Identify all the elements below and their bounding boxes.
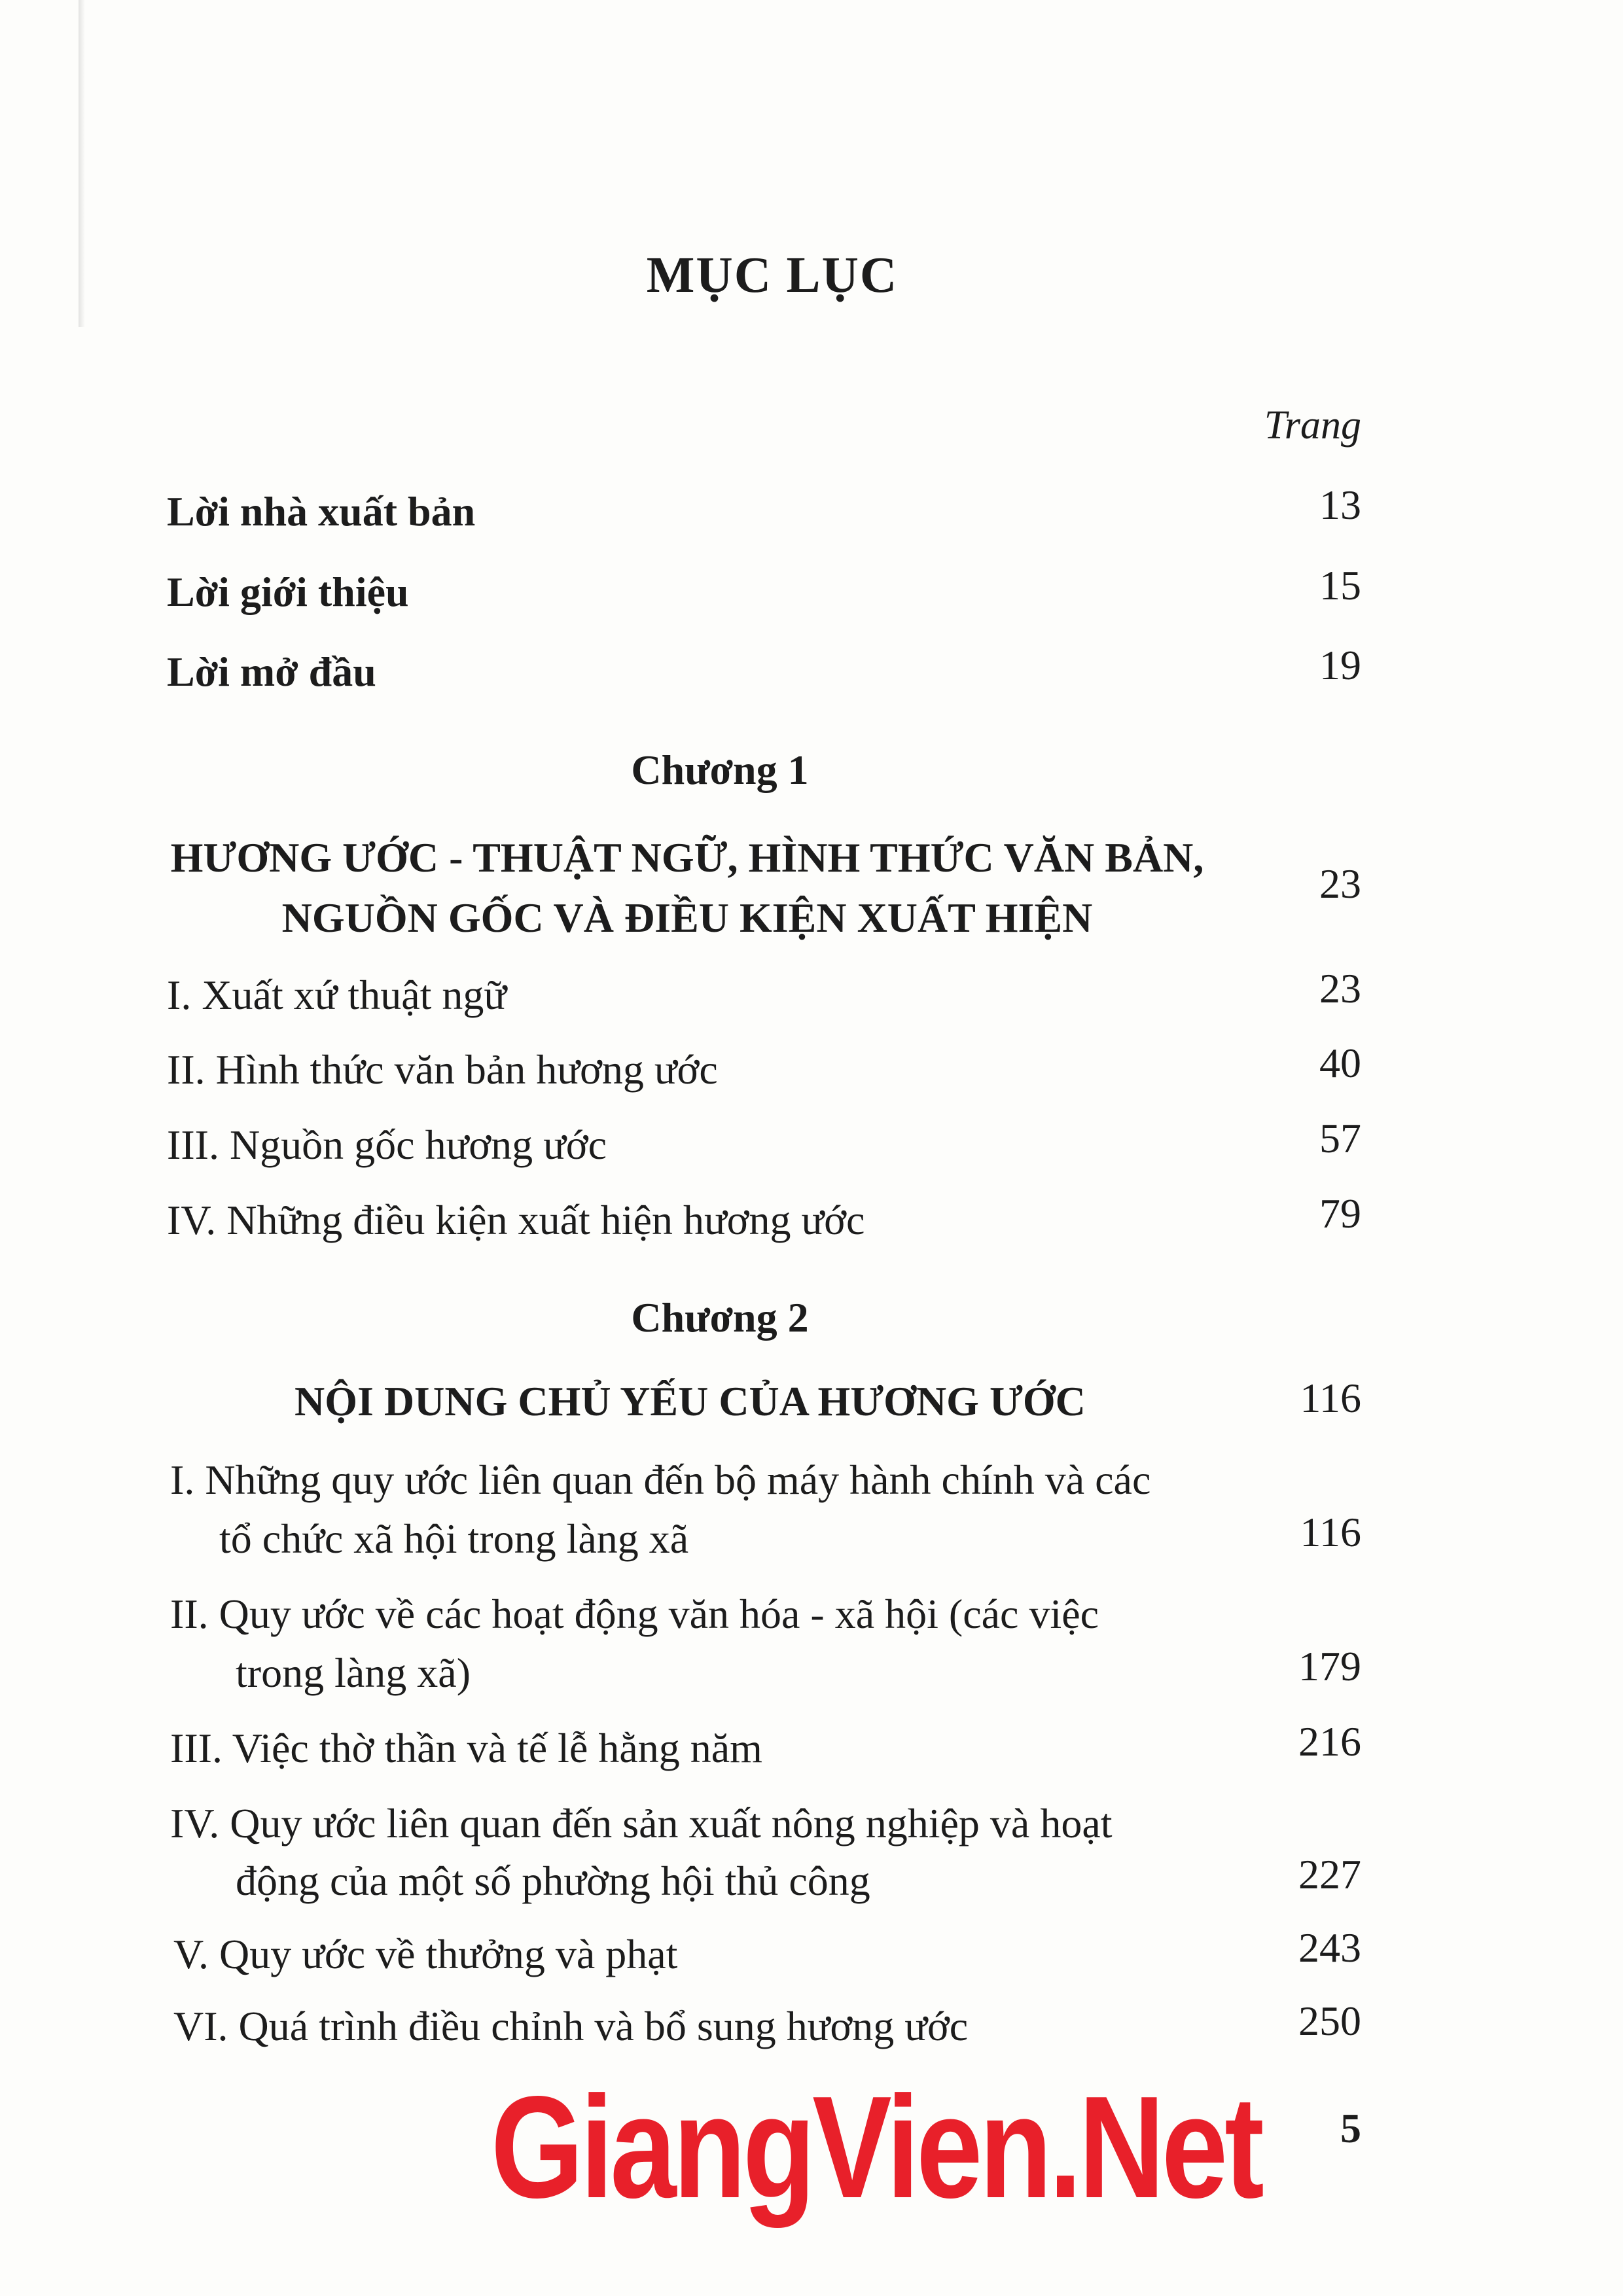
watermark-logo: GiangVien.Net [491,2066,1261,2229]
chapter-1-label: Chương 1 [631,747,809,793]
toc-entry-introduction: Lời giới thiệu [167,569,409,615]
toc-entry-ch1-sec2: II. Hình thức văn bản hương ước [167,1046,718,1093]
page-title: MỤC LỤC [646,246,899,303]
page-column-label: Trang [1264,403,1361,448]
chapter-2-title: NỘI DUNG CHỦ YẾU CỦA HƯƠNG ƯỚC [294,1378,1086,1424]
chapter-2-page: 116 [1300,1375,1361,1421]
chapter-1-title-line2: NGUỒN GỐC VÀ ĐIỀU KIỆN XUẤT HIỆN [281,894,1093,941]
toc-entry-ch2-sec2-line1: II. Quy ước về các hoạt động văn hóa - xã hội (các việc [170,1591,1099,1637]
chapter-2-label: Chương 2 [631,1294,809,1341]
toc-entry-ch2-sec2-line2: trong làng xã) [236,1650,471,1696]
toc-page-ch2-sec2: 179 [1298,1643,1361,1689]
toc-entry-ch2-sec1-line2: tổ chức xã hội trong làng xã [219,1515,689,1562]
toc-page-ch1-sec2: 40 [1319,1040,1361,1086]
toc-page-ch2-sec4: 227 [1298,1851,1361,1898]
toc-entry-ch2-sec3: III. Việc thờ thần và tế lễ hằng năm [170,1725,762,1771]
toc-page-ch1-sec1: 23 [1319,965,1361,1012]
toc-page-ch2-sec6: 250 [1298,1998,1361,2044]
toc-page-introduction: 15 [1319,562,1361,609]
toc-page-ch2-sec3: 216 [1298,1718,1361,1765]
toc-page-ch2-sec5: 243 [1298,1924,1361,1971]
toc-entry-ch2-sec6: VI. Quá trình điều chỉnh và bổ sung hương ước [173,2003,969,2049]
toc-page-ch1-sec3: 57 [1319,1115,1361,1161]
toc-page-publisher-note: 13 [1319,482,1361,528]
toc-page-ch1-sec4: 79 [1319,1190,1361,1237]
toc-entry-ch2-sec5: V. Quy ước về thưởng và phạt [173,1931,678,1977]
toc-entry-ch2-sec1-line1: I. Những quy ước liên quan đến bộ máy hành chính và các [170,1457,1151,1503]
page-number: 5 [1340,2105,1361,2151]
toc-entry-ch1-sec4: IV. Những điều kiện xuất hiện hương ước [167,1197,865,1243]
toc-entry-publisher-note: Lời nhà xuất bản [167,488,476,535]
toc-page-foreword: 19 [1319,642,1361,688]
chapter-1-page: 23 [1319,860,1361,907]
toc-entry-ch2-sec4-line2: động của một số phường hội thủ công [236,1858,870,1904]
toc-entry-ch1-sec1: I. Xuất xứ thuật ngữ [167,972,507,1018]
chapter-1-title-line1: HƯƠNG ƯỚC - THUẬT NGỮ, HÌNH THỨC VĂN BẢN, [170,834,1204,881]
toc-entry-ch1-sec3: III. Nguồn gốc hương ước [167,1122,607,1168]
toc-entry-ch2-sec4-line1: IV. Quy ước liên quan đến sản xuất nông nghiệp và hoạt [170,1800,1113,1846]
toc-page-ch2-sec1: 116 [1300,1509,1361,1555]
toc-entry-foreword: Lời mở đầu [167,648,376,695]
